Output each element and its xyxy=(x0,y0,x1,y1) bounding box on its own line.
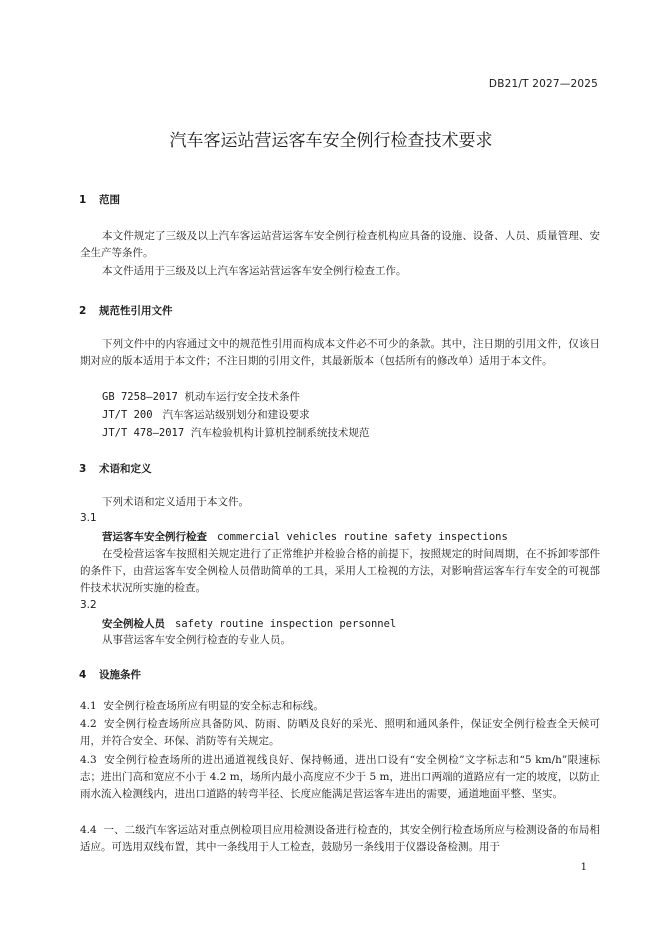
page-number: 1 xyxy=(580,862,587,873)
reference-code: JT/T 200 xyxy=(102,409,153,421)
section-title: 规范性引用文件 xyxy=(99,305,173,317)
section-title: 术语和定义 xyxy=(99,463,152,475)
clause-number: 4.3 xyxy=(80,754,97,766)
clause-4-4 xyxy=(80,822,600,856)
section-number: 3 xyxy=(79,463,87,475)
terms-intro: 下列术语和定义适用于本文件。 xyxy=(102,496,249,508)
section-heading-4 xyxy=(79,667,141,682)
term-number: 3.1 xyxy=(80,512,97,524)
section-title: 设施条件 xyxy=(99,669,141,681)
term-heading xyxy=(102,529,508,544)
clause-text: 一、二级汽车客运站对重点例检项目应用检测设备进行检查的，其安全例行检查场所应与检测设备的布局相适应。可选用双线布置，其中一条线用于人工检查，鼓励另一条线用于仪器设备检测。用于 xyxy=(80,824,600,853)
section-number: 2 xyxy=(79,305,87,317)
clause-4-1 xyxy=(80,698,600,715)
term-definition: 在受检营运客车按照相关规定进行了正常维护并检验合格的前提下，按照规定的时间周期，在不拆卸零部件的条件下，由营运客车安全例检人员借助简单的工具，采用人工检视的方法，对影响营运客车行车安全的可视部件技术状况所实施的检查。 xyxy=(80,548,600,594)
term-definition: 从事营运客车安全例行检查的专业人员。 xyxy=(102,634,291,646)
document-code: DB21/T 2027—2025 xyxy=(488,78,598,90)
reference-item xyxy=(102,425,622,440)
clause-4-2 xyxy=(80,716,600,750)
term-chinese: 安全例检人员 xyxy=(102,618,165,630)
term-english: safety routine inspection personnel xyxy=(175,618,397,630)
reference-name: 汽车检验机构计算机控制系统技术规范 xyxy=(190,427,370,439)
scope-paragraph-2: 本文件适用于三级及以上汽车客运站营运客车安全例行检查工作。 xyxy=(102,265,407,277)
clause-text: 安全例行检查场所应具备防风、防雨、防晒及良好的采光、照明和通风条件，保证安全例行检查全天候可用，并符合安全、环保、消防等有关规定。 xyxy=(80,718,600,747)
reference-item xyxy=(102,407,622,422)
term-english: commercial vehicles routine safety inspections xyxy=(217,531,508,543)
normative-intro-paragraph: 下列文件中的内容通过文中的规范性引用而构成本文件必不可少的条款。其中，注日期的引用文件，仅该日期对应的版本适用于本文件；不注日期的引用文件，其最新版本（包括所有的修改单）适用于本文件。 xyxy=(80,338,600,367)
reference-code: GB 7258—2017 xyxy=(102,391,178,403)
clause-4-3 xyxy=(80,752,600,803)
reference-code: JT/T 478—2017 xyxy=(102,427,185,439)
clause-number: 4.1 xyxy=(80,700,97,712)
section-heading-2 xyxy=(79,303,173,318)
section-number: 1 xyxy=(79,194,87,206)
term-chinese: 营运客车安全例行检查 xyxy=(102,531,207,543)
clause-text: 安全例行检查场所应有明显的安全标志和标线。 xyxy=(103,700,324,712)
scope-paragraph-1: 本文件规定了三级及以上汽车客运站营运客车安全例行检查机构应具备的设施、设备、人员、质量管理、安全生产等条件。 xyxy=(80,230,600,259)
clause-number: 4.2 xyxy=(80,718,97,730)
reference-item xyxy=(102,389,622,404)
reference-name: 机动车运行安全技术条件 xyxy=(184,391,301,403)
section-heading-3 xyxy=(79,461,152,476)
section-number: 4 xyxy=(79,669,87,681)
term-heading xyxy=(102,616,396,631)
section-title: 范围 xyxy=(99,194,120,206)
section-heading-1 xyxy=(79,192,120,207)
document-title: 汽车客运站营运客车安全例行检查技术要求 xyxy=(169,131,493,151)
term-number: 3.2 xyxy=(80,599,97,611)
reference-name: 汽车客运站级别划分和建设要求 xyxy=(162,409,310,421)
clause-text: 安全例行检查场所的进出通道视线良好、保持畅通，进出口设有“安全例检”文字标志和“5 km/h”限速标志；进出门高和宽应不小于 4.2 m，场所内最小高度应不少于 5 m，进出口两端的道路应有一定的坡度，以防止雨水流入检测线内，进出口道路的转弯半径、长度应能满足营运客车进出的需要，通道地面平整、坚实。 xyxy=(80,754,600,800)
clause-number: 4.4 xyxy=(80,824,97,836)
